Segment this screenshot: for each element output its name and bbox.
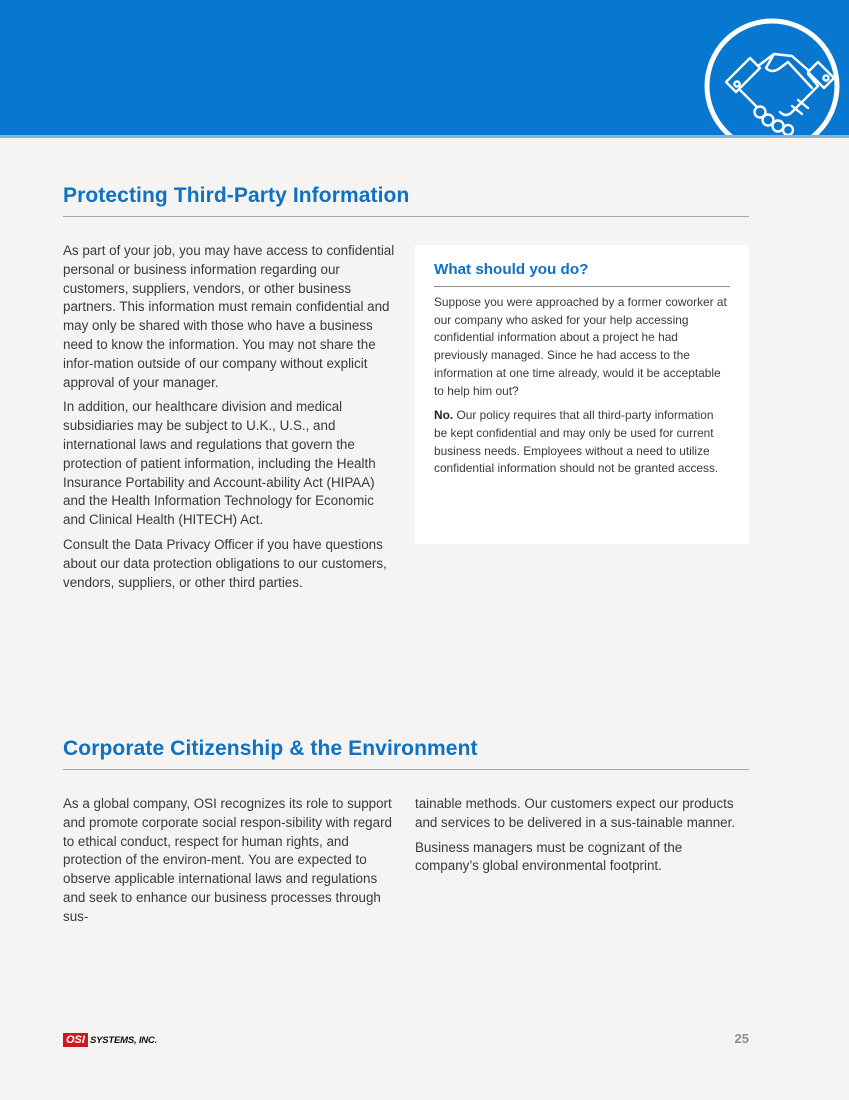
- paragraph: tainable methods. Our customers expect our products and services to be delivered in a sus-tainable manner.: [415, 796, 736, 830]
- header-banner: [0, 0, 849, 138]
- paragraph: Consult the Data Privacy Officer if you have questions about our data protection obligations to our customers, vendors, suppliers, or other third parties.: [63, 536, 387, 590]
- citizenship-col-2: [415, 795, 745, 882]
- logo-text: SYSTEMS, INC.: [89, 1034, 158, 1046]
- page-number: 25: [734, 1031, 749, 1046]
- citizenship-col-1: [63, 795, 393, 933]
- callout-question: Suppose you were approached by a former coworker at our company who asked for your help accessing confidential information about a project he had previously managed. Since he had access to the information at one time already, would it be acceptable to help him out?: [434, 295, 727, 398]
- callout-answer-lead: No.: [434, 408, 454, 423]
- callout-box: [415, 245, 749, 544]
- callout-answer: [434, 407, 730, 478]
- section-title-citizenship: Corporate Citizenship & the Environment: [63, 737, 749, 770]
- callout-title: What should you do?: [434, 261, 730, 287]
- logo-mark: OSI: [63, 1033, 88, 1047]
- paragraph: Business managers must be cognizant of the company’s global environmental footprint.: [415, 839, 683, 874]
- section-title-third-party: Protecting Third-Party Information: [63, 184, 749, 217]
- paragraph: As part of your job, you may have access to confidential personal or business information regarding our customers, suppliers, vendors, or other business partners. This information must remain confidential and may only be shared with those who have a business need to know the information. You may not share the infor-mation outside of our company without explicit approval of your manager.: [63, 243, 395, 390]
- third-party-body: [63, 242, 398, 598]
- section-citizenship: [63, 737, 749, 770]
- callout-answer-text: Our policy requires that all third-party information be kept confidential and may only be used for current business needs. Employees without a need to utilize confidential information should not be granted access.: [434, 408, 719, 476]
- paragraph: In addition, our healthcare division and medical subsidiaries may be subject to U.K., U.S., and international laws and regulations that govern the protection of patient information, including the Health Insurance Portability and Account-ability Act (HIPAA) and the Health Information Technology for Economic and Clinical Health (HITECH) Act.: [63, 399, 376, 528]
- company-logo: [63, 1033, 157, 1047]
- section-third-party: [63, 184, 749, 217]
- paragraph: As a global company, OSI recognizes its role to support and promote corporate social respon-sibility with regard to ethical conduct, respect for human rights, and protection of the environ-ment. You are expected to observe applicable international laws and regulations and seek to enhance our business processes through sus-: [63, 796, 392, 924]
- handshake-icon: [700, 8, 849, 138]
